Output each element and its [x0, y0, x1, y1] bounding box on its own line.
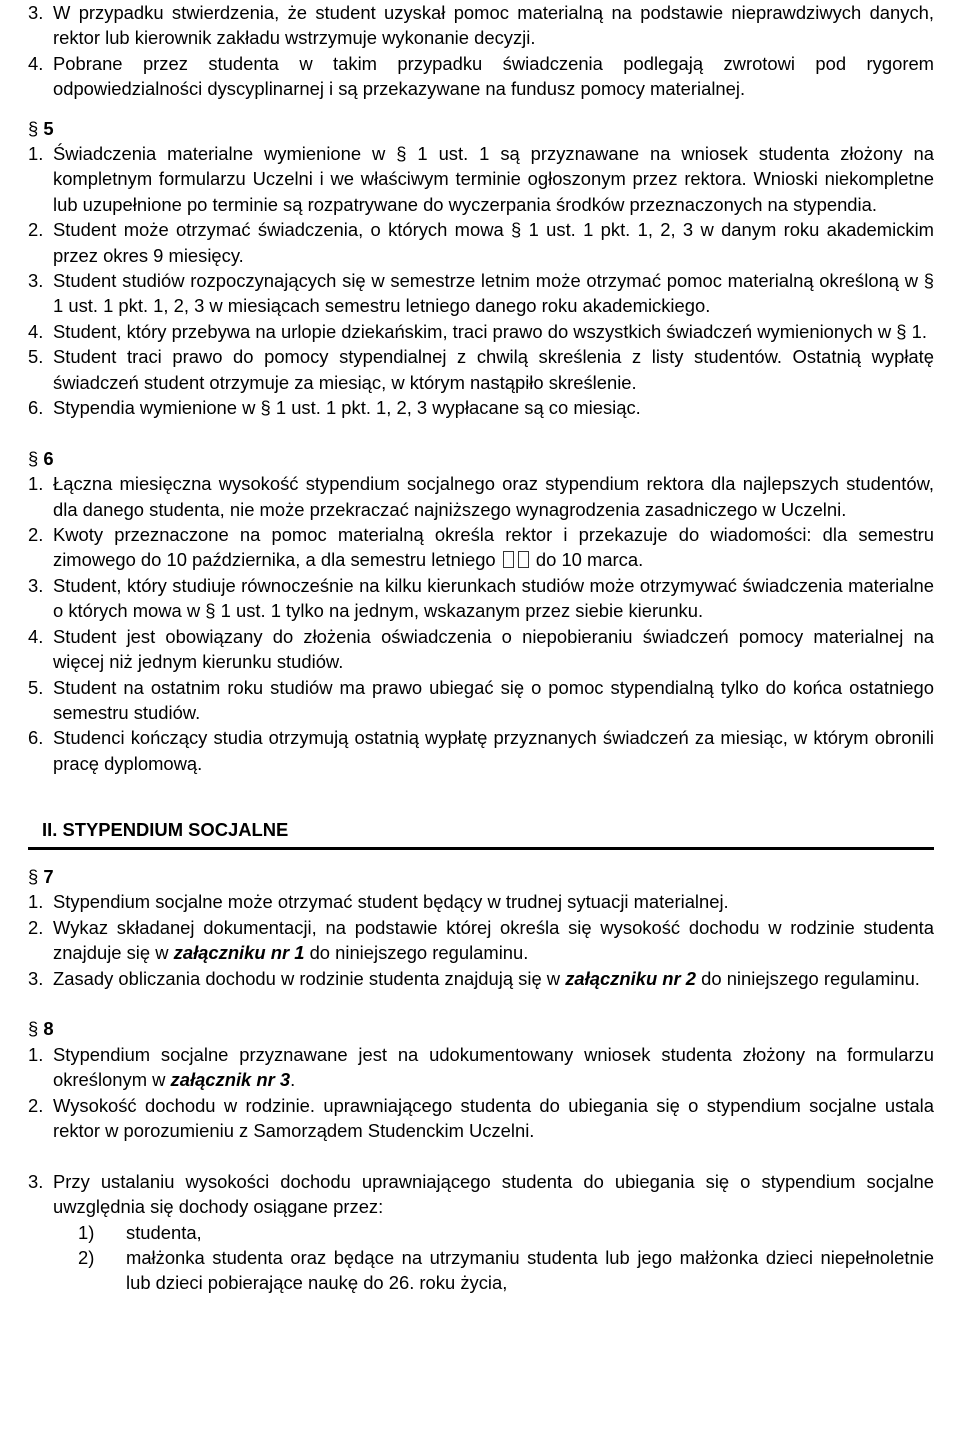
item-text: Wykaz składanej dokumentacji, na podstawie której określa się wysokość dochodu w rodzinie studenta znajduje się w	[53, 916, 934, 964]
item-text: 1 ust. 1 pkt. 1, 2, 3 w danym roku akademickim przez okres 9 miesięcy.	[53, 219, 934, 266]
item-text: do niniejszego regulaminu.	[304, 942, 529, 964]
section-heading-7	[28, 864, 934, 889]
item-number: 1)	[78, 1221, 95, 1243]
item-text: Student jest obowiązany do złożenia oświadczenia o niepobieraniu świadczeń pomocy materialnej na więcej niż jednym kierunku studiów.	[53, 625, 934, 673]
item-text: Pobrane przez studenta w takim przypadku świadczenia podlegają zwrotowi pod rygorem odpowiedzialności dyscyplinarnej i są przekazywane na fundusz pomocy materialnej.	[53, 52, 934, 100]
sub-list-item	[78, 1220, 934, 1245]
item-text: małżonka studenta oraz będące na utrzymaniu studenta lub jego małżonka dzieci niepełnoletnie lub dzieci pobierające naukę do 26. roku życia,	[126, 1246, 934, 1294]
list-item	[28, 624, 934, 675]
section-sign: §	[28, 865, 39, 887]
list-item	[28, 675, 934, 726]
section-sign: §	[923, 270, 934, 292]
item-text: Student może otrzymać świadczenia, o których mowa	[53, 219, 512, 241]
list-item	[28, 915, 934, 966]
item-number: 2)	[78, 1246, 95, 1268]
section-heading-5	[28, 116, 934, 141]
section-number: 7	[43, 865, 54, 887]
item-text: 1.	[906, 320, 927, 342]
item-number: 2.	[28, 1094, 44, 1116]
part-heading: II. STYPENDIUM SOCJALNE	[28, 817, 934, 850]
section-sign: §	[28, 447, 39, 469]
item-text: Student, który studiuje równocześnie na kilku kierunkach studiów może otrzymywać świadczenia materialne o których mowa w	[53, 574, 934, 622]
item-text: Kwoty przeznaczone na pomoc materialną określa rektor i przekazuje do wiadomości: dla semestru zimowego do 10 października, a dla semestru letniego	[53, 524, 934, 571]
section-sign: §	[28, 117, 39, 139]
item-text: Stypendium socjalne może otrzymać student będący w trudnej sytuacji materialnej.	[53, 891, 729, 913]
list-item	[28, 268, 934, 319]
item-text: Student studiów rozpoczynających się w semestrze letnim może otrzymać pomoc materialną określoną w	[53, 270, 924, 292]
item-text: studenta,	[126, 1221, 202, 1243]
item-text: Zasady obliczania dochodu w rodzinie studenta znajdują się w	[53, 967, 566, 989]
list-item	[28, 966, 934, 991]
item-number: 2.	[28, 916, 44, 938]
list-item	[28, 217, 934, 268]
item-number: 4.	[28, 625, 44, 647]
missing-glyph-box	[518, 551, 529, 568]
list-item	[28, 51, 934, 102]
list-item	[28, 141, 934, 217]
list-item	[28, 471, 934, 522]
item-text: Studenci kończący studia otrzymują ostatnią wypłatę przyznanych świadczeń za miesiąc, w którym obronili pracę dyplomową.	[53, 727, 934, 774]
item-number: 1.	[28, 143, 44, 165]
attachment-reference: załączniku nr 2	[565, 967, 697, 989]
section-sign: §	[260, 397, 271, 419]
item-number: 6.	[28, 397, 44, 419]
item-text: Student traci prawo do pomocy stypendialnej z chwilą skreślenia z listy studentów. Ostatnią wypłatę świadczeń student otrzymuje za miesiąc, w którym nastąpiło skreślenie.	[53, 346, 934, 393]
section-number: 5	[43, 117, 54, 139]
item-text: Stypendia wymienione w	[53, 397, 261, 419]
item-text: Wysokość dochodu w rodzinie. uprawniającego studenta do ubiegania się o stypendium socjalne ustala rektor w porozumieniu z Samorządem Studenckim Uczelni.	[53, 1094, 934, 1141]
list-item	[28, 725, 934, 776]
item-number: 4.	[28, 52, 44, 74]
item-text: Świadczenia materialne wymienione w	[53, 143, 397, 165]
item-number: 3.	[28, 2, 44, 23]
item-number: 5.	[28, 346, 44, 368]
item-text: do 10 marca.	[530, 549, 644, 571]
item-text: Przy ustalaniu wysokości dochodu uprawniającego studenta do ubiegania się o stypendium socjalne uwzględnia się dochody osiągane przez:	[53, 1170, 934, 1218]
item-text: 1 ust. 1 są przyznawane na wniosek studenta złożony na kompletnym formularzu Uczelni i we właściwym terminie ogłoszonym przez rektora. Wnioski niekompletne lub uzupełnione po terminie są rozpatrywane do wyczerpania środków przeznaczonych na stypendia.	[53, 143, 934, 215]
list-item	[28, 522, 934, 573]
item-number: 2.	[28, 524, 44, 546]
section-number: 8	[43, 1018, 54, 1040]
item-text: Student, który przebywa na urlopie dziekańskim, traci prawo do wszystkich świadczeń wymienionych w	[53, 320, 897, 342]
attachment-reference: załączniku nr 1	[173, 942, 305, 964]
list-item	[28, 1169, 934, 1220]
section-sign: §	[28, 1018, 39, 1040]
item-text: 1 ust. 1 pkt. 1, 2, 3 w miesiącach semestru letniego danego roku akademickiego.	[53, 295, 711, 317]
sub-list-item	[78, 1245, 934, 1296]
attachment-reference: załącznik nr 3	[170, 1069, 291, 1091]
item-number: 3.	[28, 967, 44, 989]
item-number: 6.	[28, 727, 44, 749]
item-number: 3.	[28, 270, 44, 292]
item-number: 4.	[28, 320, 44, 342]
item-number: 1.	[28, 1043, 44, 1065]
item-number: 2.	[28, 219, 44, 241]
list-item	[28, 573, 934, 624]
item-number: 3.	[28, 574, 44, 596]
item-number: 1.	[28, 891, 44, 913]
item-text: .	[290, 1069, 296, 1091]
item-text: Student na ostatnim roku studiów ma prawo ubiegać się o pomoc stypendialną tylko do końca ostatniego semestru studiów.	[53, 676, 934, 723]
list-item	[28, 395, 934, 420]
item-text: Stypendium socjalne przyznawane jest na udokumentowany wniosek studenta złożony na formularzu określonym w	[53, 1043, 934, 1091]
item-number: 5.	[28, 676, 44, 698]
section-sign: §	[396, 143, 407, 165]
section-sign: §	[511, 219, 522, 241]
list-item	[28, 0, 934, 51]
section-heading-6	[28, 446, 934, 471]
item-text: Łączna miesięczna wysokość stypendium socjalnego oraz stypendium rektora dla najlepszych studentów, dla danego studenta, nie może przekraczać najniższego wynagrodzenia zasadniczego w Uczelni.	[53, 473, 934, 520]
list-item	[28, 1093, 934, 1144]
item-text: W przypadku stwierdzenia, że student uzyskał pomoc materialną na podstawie nieprawdziwych danych, rektor lub kierownik zakładu wstrzymuje wykonanie decyzji.	[53, 2, 934, 49]
list-item	[28, 319, 934, 344]
item-text: do niniejszego regulaminu.	[696, 967, 920, 989]
list-item	[28, 889, 934, 914]
missing-glyph-box	[503, 551, 514, 568]
item-text: 1 ust. 1 pkt. 1, 2, 3 wypłacane są co miesiąc.	[270, 397, 641, 419]
item-text: 1 ust. 1 tylko na jednym, wskazanym przez siebie kierunku.	[215, 600, 704, 622]
section-number: 6	[43, 447, 54, 469]
section-sign: §	[205, 600, 216, 622]
list-item	[28, 1042, 934, 1093]
item-number: 1.	[28, 473, 44, 495]
list-item	[28, 344, 934, 395]
item-number: 3.	[28, 1170, 44, 1192]
section-heading-8	[28, 1016, 934, 1041]
section-sign: §	[896, 320, 907, 342]
